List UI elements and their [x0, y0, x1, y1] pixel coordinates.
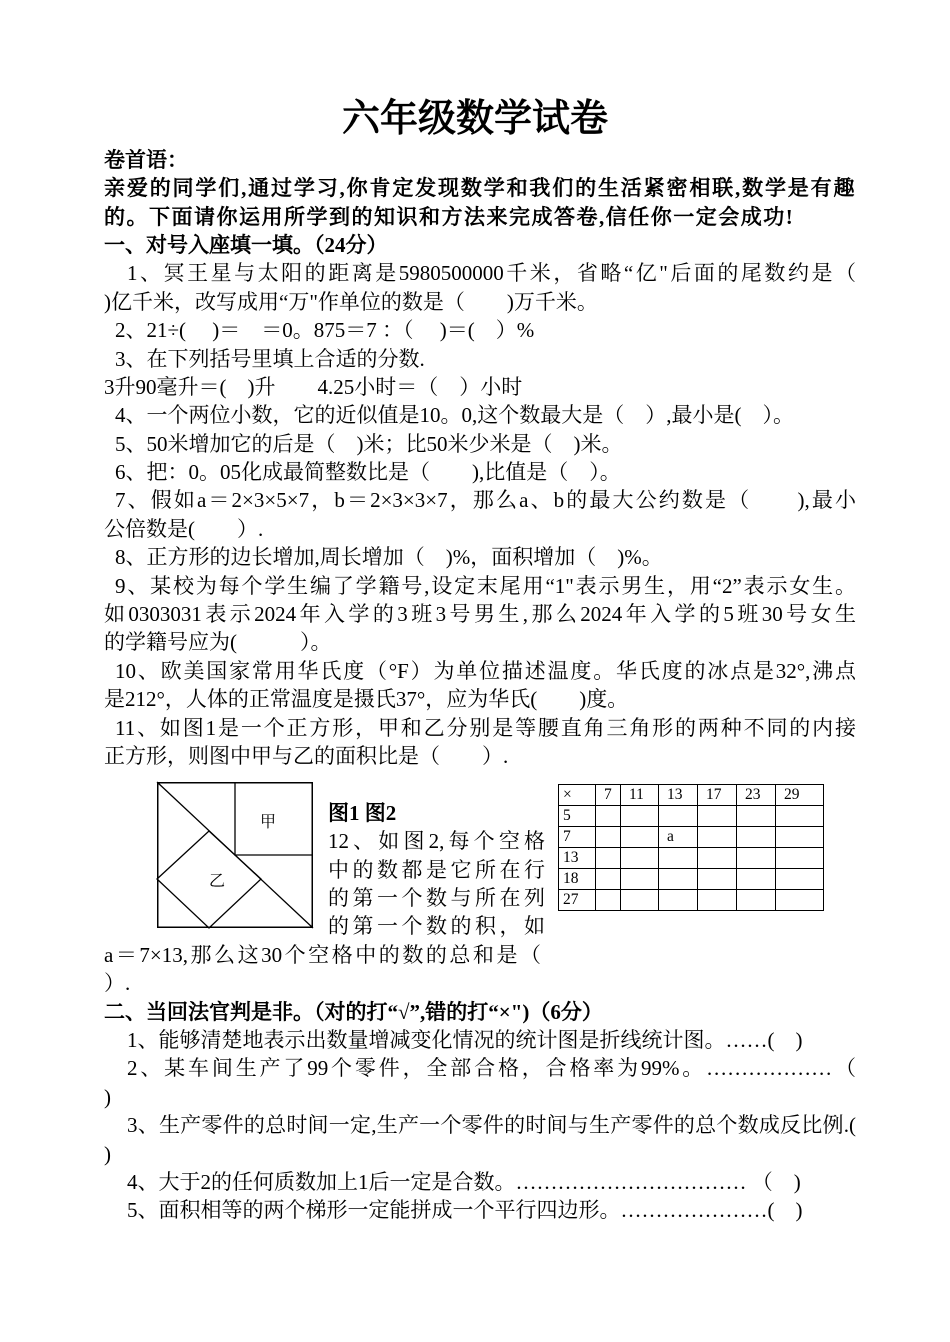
label-jia: 甲 — [259, 814, 277, 832]
grid-cell — [596, 869, 621, 890]
q7-line-2: 公倍数是( ）. — [104, 516, 264, 541]
grid-header-cell: 17 — [698, 785, 737, 806]
q1-line-2: )亿千米，改写成用“万"作单位的数是（ )万千米。 — [104, 289, 598, 314]
tf-q2-line-2: ) — [104, 1084, 111, 1109]
grid-cell — [737, 806, 776, 827]
section-1-heading: 一、对号入座填一填。（24分） — [104, 232, 388, 257]
grid-cell — [698, 848, 737, 869]
label-yi: 乙 — [208, 873, 226, 891]
grid-cell — [621, 806, 659, 827]
grid-cell — [776, 890, 824, 911]
q6-line-1: 6、把：0。05化成最简整数比是（ ),比值是（ ）。 — [115, 460, 621, 485]
grid-header-cell: × — [559, 785, 596, 806]
multiplication-grid — [558, 784, 824, 911]
q9-line-2: 如0303031表示2024年入学的3班3号男生,那么2024年入学的5班30号女生 — [104, 602, 856, 627]
tf-q4-line-1: 4、大于2的任何质数加上1后一定是合数。…………………………… （ ) — [127, 1169, 801, 1194]
grid-row-label: 7 — [559, 827, 596, 848]
q5-line-1: 5、50米增加它的后是（ )米；比50米少米是（ )米。 — [115, 431, 623, 456]
grid-row — [559, 848, 824, 869]
grid-cell — [737, 848, 776, 869]
preface-line-2: 的。下面请你运用所学到的知识和方法来完成答卷,信任你一定会成功! — [104, 204, 795, 229]
grid-cell — [698, 890, 737, 911]
tf-q5-line-1: 5、面积相等的两个梯形一定能拼成一个平行四边形。…………………( ) — [127, 1198, 803, 1223]
grid-row-label: 13 — [559, 848, 596, 869]
page-title: 六年级数学试卷 — [341, 96, 608, 140]
grid-cell — [621, 869, 659, 890]
section-2-heading: 二、当回法官判是非。（对的打“√”,错的打“×")（6分） — [104, 999, 603, 1024]
q12-line-1: 12、如图2,每个空格 — [328, 829, 545, 854]
grid-cell — [737, 827, 776, 848]
q11-line-1: 11、如图1是一个正方形，甲和乙分别是等腰直角三角形的两种不同的内接 — [115, 715, 856, 740]
figure-1 — [157, 782, 313, 928]
figure-row — [104, 770, 856, 997]
grid-cell — [776, 827, 824, 848]
q1-line-1: 1、冥王星与太阳的距离是5980500000千米，省略“亿"后面的尾数约是（ — [127, 261, 856, 286]
grid-cell — [659, 890, 698, 911]
tf-q1-line-1: 1、能够清楚地表示出数量增减变化情况的统计图是折线统计图。……( ) — [127, 1027, 803, 1052]
tf-q2-line-1: 2、某车间生产了99个零件，全部合格，合格率为99%。………………（ — [127, 1056, 856, 1081]
q7-line-1: 7、假如a＝2×3×5×7，b＝2×3×3×7，那么a、b的最大公约数是（ ),最小 — [115, 488, 856, 513]
q12-continuation — [104, 941, 541, 998]
grid-cell — [596, 848, 621, 869]
grid-row-label: 27 — [559, 890, 596, 911]
q8-line-1: 8、正方形的边长增加,周长增加（ )%，面积增加（ )%。 — [115, 545, 663, 570]
grid-header-cell: 23 — [737, 785, 776, 806]
figure-caption: 图1 图2 — [328, 800, 397, 825]
q10-line-2: 是212°，人体的正常温度是摄氏37°，应为华氏( )度。 — [104, 687, 629, 712]
grid-cell — [621, 848, 659, 869]
q10-line-1: 10、欧美国家常用华氏度（°F）为单位描述温度。华氏度的冰点是32°,沸点 — [115, 658, 856, 683]
q11-line-2: 正方形，则图中甲与乙的面积比是（ ）. — [104, 744, 509, 768]
grid-header-cell: 11 — [621, 785, 659, 806]
grid-cell — [621, 827, 659, 848]
q2-line-1: 2、21÷( )＝ ＝0。875＝7 ：（ )＝( ）% — [115, 318, 535, 343]
grid-cell — [776, 869, 824, 890]
q12-line-6: ）. — [104, 971, 131, 996]
grid-header-cell: 29 — [776, 785, 824, 806]
grid-cell — [776, 806, 824, 827]
grid-cell — [659, 869, 698, 890]
grid-header-cell: 13 — [659, 785, 698, 806]
grid-cell — [737, 869, 776, 890]
q4-line-1: 4、一个两位小数，它的近似值是10。0,这个数最大是（ ）,最小是( ）。 — [115, 403, 794, 428]
q12-line-3: 的第一个数与所在列 — [328, 885, 545, 910]
grid-cell — [659, 806, 698, 827]
grid-row — [559, 806, 824, 827]
grid-cell — [621, 890, 659, 911]
grid-cell — [698, 806, 737, 827]
q12-text-column — [328, 799, 545, 941]
q12-line-2: 中的数都是它所在行 — [328, 857, 545, 882]
preface-heading: 卷首语： — [104, 147, 188, 172]
grid-header-row — [559, 785, 824, 806]
grid-cell-a: a — [659, 827, 698, 848]
grid-row — [559, 827, 824, 848]
grid-row — [559, 869, 824, 890]
grid-cell — [596, 890, 621, 911]
tf-q3-line-2: ) — [104, 1141, 111, 1166]
q12-line-4: 的第一个数的积，如 — [328, 914, 545, 939]
grid-header-cell: 7 — [596, 785, 621, 806]
preface-line-1: 亲爱的同学们,通过学习,你肯定发现数学和我们的生活紧密相联,数学是有趣 — [104, 176, 856, 201]
grid-cell — [776, 848, 824, 869]
grid-row-label: 18 — [559, 869, 596, 890]
q9-line-1: 9、某校为每个学生编了学籍号,设定末尾用“1"表示男生，用“2”表示女生。 — [115, 573, 856, 598]
grid-cell — [698, 869, 737, 890]
grid-row-label: 5 — [559, 806, 596, 827]
grid-row — [559, 890, 824, 911]
grid-cell — [596, 806, 621, 827]
grid-cell — [698, 827, 737, 848]
grid-cell — [596, 827, 621, 848]
q12-line-5: a＝7×13,那么这30个空格中的数的总和是（ — [104, 942, 541, 967]
exam-body — [104, 146, 856, 1225]
q9-line-3: 的学籍号应为( ）。 — [104, 630, 332, 655]
grid-cell — [659, 848, 698, 869]
q3-line-1: 3、在下列括号里填上合适的分数. — [115, 346, 425, 371]
q3-line-2: 3升90毫升＝( )升 4.25小时＝（ ）小时 — [104, 374, 523, 399]
grid-cell — [737, 890, 776, 911]
tf-q3-line-1: 3、生产零件的总时间一定,生产一个零件的时间与生产零件的总个数成反比例.( — [127, 1113, 856, 1138]
